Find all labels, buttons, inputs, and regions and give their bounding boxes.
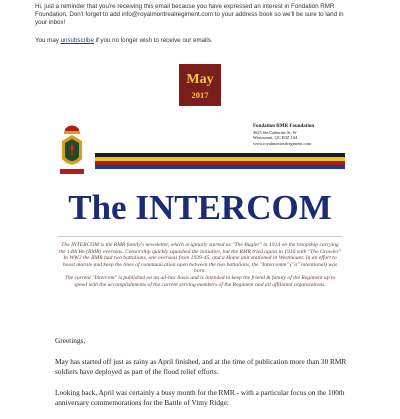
intro-paragraph: The current "Intercom" is published on an ad-hoc basis and is intended to keep the friend & family of the Regiment up to speed with the accomplishments of the current serving members of the Regiment and all affiliated organizations. <box>64 274 336 288</box>
stripe-blue <box>95 165 345 169</box>
greeting: Greetings, <box>55 336 86 345</box>
foundation-website: www.royalmontrealregiment.com <box>253 140 311 146</box>
unsubscribe-line: You may unsubscribe if you no longer wish to receive our emails. <box>35 36 213 44</box>
issue-year: 2017 <box>191 90 209 100</box>
foundation-city: Westmount, QC H3Z 1S4 <box>253 135 298 141</box>
masthead-banner <box>55 120 345 178</box>
foundation-street: 4625 Ste.Catherine St. W <box>253 129 297 135</box>
intro-paragraph: The INTERCOM is the RMR family's newsletter, which originally started as "The Bugler" in 1914 on the troopship carrying the 14th Bn (RMR) overseas. Censorship quickly squashed the initiative, but the RMR tried again in 1916 with "The Growler" <box>58 242 342 255</box>
intro-paragraph: In WW2 the RMR had two battalions, one overseas from 1939-45, and a Home unit stationed in Westmount. In an effort to boost morale and keep the lines of communication open between the two battalions, the "Intercomm" ("a" intentional) was born. <box>62 255 338 275</box>
letter-body <box>55 336 355 419</box>
body-paragraph: May has started off just as rainy as April finished, and at the time of publication more than 30 RMR soldiers have deployed as part of the flood relief efforts. <box>55 357 347 376</box>
newsletter-title: The INTERCOM <box>68 188 332 227</box>
foundation-address-block <box>253 124 345 146</box>
newsletter-history-intro <box>58 236 342 288</box>
reminder-text: Hi, just a reminder that you're receiving this email because you have expressed an interest in Fondation RMR Foundation. Don't forget to add info@royalmontrealregiment.com to your address book so we'll be sure to land in your inbox! <box>35 3 344 27</box>
regiment-crest-icon <box>57 120 87 176</box>
issue-month: May <box>186 72 214 87</box>
foundation-name: Fondation RMR Foundation <box>253 124 315 129</box>
body-paragraph: Looking back, April was certainly a busy month for the RMR - with a particular focus on the 100th anniversary commemorations for the Battle of Vimy Ridge: <box>55 388 345 407</box>
email-preheader <box>35 3 355 54</box>
regimental-color-stripes <box>95 153 345 169</box>
issue-date-badge <box>179 64 221 106</box>
unsubscribe-link[interactable]: unsubscribe <box>60 36 94 44</box>
